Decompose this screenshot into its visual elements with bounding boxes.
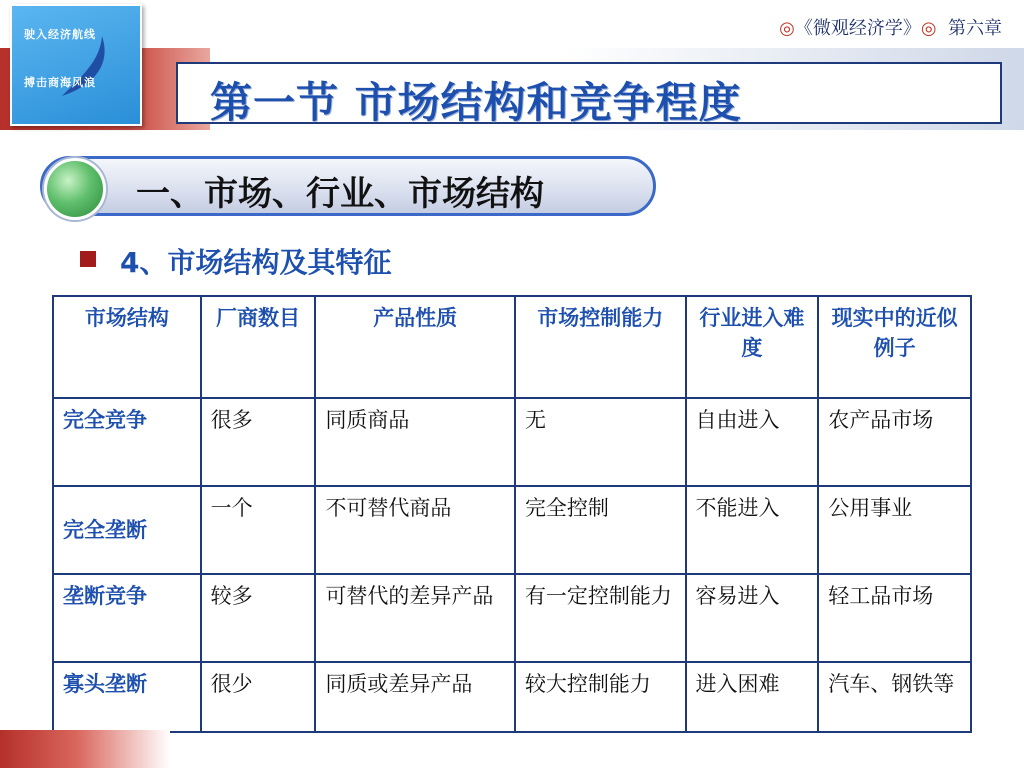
table-cell: 轻工品市场	[818, 574, 971, 662]
logo	[10, 4, 142, 126]
footer-red-bar	[0, 730, 170, 768]
green-ball-icon	[44, 158, 106, 220]
row-label: 垄断竞争	[53, 574, 201, 662]
row-label: 寡头垄断	[53, 662, 201, 732]
table-row	[53, 486, 971, 574]
table-header-row	[53, 296, 971, 398]
column-header: 市场结构	[53, 296, 201, 398]
table-cell: 可替代的差异产品	[315, 574, 515, 662]
table-cell: 公用事业	[818, 486, 971, 574]
table-cell: 较大控制能力	[515, 662, 686, 732]
table-cell: 进入困难	[686, 662, 819, 732]
row-label: 完全竞争	[53, 398, 201, 486]
table-cell: 同质或差异产品	[315, 662, 515, 732]
row-label: 完全垄断	[53, 486, 201, 574]
bullet-heading: 4、市场结构及其特征	[120, 246, 392, 279]
table-cell: 不能进入	[686, 486, 819, 574]
page-title: 第一节 市场结构和竞争程度	[210, 78, 742, 127]
table-cell: 自由进入	[686, 398, 819, 486]
column-header: 行业进入难度	[686, 296, 819, 398]
table-row	[53, 662, 971, 732]
course-chapter-tag	[779, 14, 1002, 40]
column-header: 市场控制能力	[515, 296, 686, 398]
table-cell: 同质商品	[315, 398, 515, 486]
column-header: 产品性质	[315, 296, 515, 398]
market-structure-table	[52, 295, 972, 733]
table-cell: 无	[515, 398, 686, 486]
table-cell: 很少	[201, 662, 316, 732]
chapter-label: 第六章	[948, 18, 1002, 39]
table-cell: 较多	[201, 574, 316, 662]
table-cell: 完全控制	[515, 486, 686, 574]
table-row	[53, 398, 971, 486]
table-cell: 不可替代商品	[315, 486, 515, 574]
table-cell: 农产品市场	[818, 398, 971, 486]
logo-swirl-icon	[52, 26, 122, 106]
ring-icon: ◎	[779, 18, 795, 39]
table-cell: 很多	[201, 398, 316, 486]
ring-icon: ◎	[920, 18, 937, 39]
table-cell: 容易进入	[686, 574, 819, 662]
logo-line-2: 搏击商海风浪	[24, 76, 96, 89]
column-header: 现实中的近似例子	[818, 296, 971, 398]
table-cell: 一个	[201, 486, 316, 574]
column-header: 厂商数目	[201, 296, 316, 398]
bullet-square-icon	[80, 251, 96, 267]
logo-line-1: 驶入经济航线	[24, 28, 96, 41]
table-cell: 有一定控制能力	[515, 574, 686, 662]
section-heading: 一、市场、行业、市场结构	[136, 174, 544, 214]
course-name: 《微观经济学》	[794, 18, 921, 39]
table-row	[53, 574, 971, 662]
table-cell: 汽车、钢铁等	[818, 662, 971, 732]
